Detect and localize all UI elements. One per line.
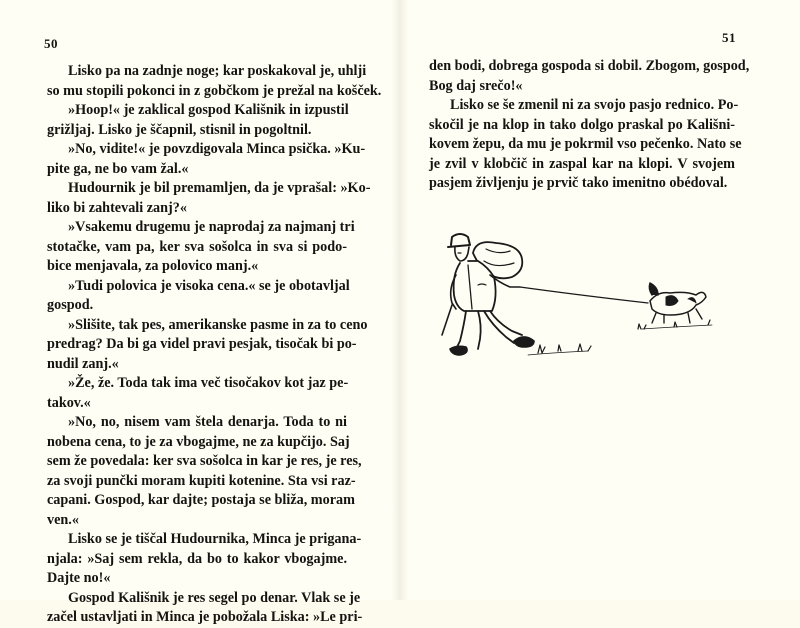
text-column [429,57,750,194]
text-line: so mu stopili pokonci in z gobčkom je prežal na košček. [47,82,382,99]
text-line: Lisko pa na zadnje noge; kar poskakoval je, uhlji [68,63,367,79]
man-walking-dog-on-leash-illustration [438,225,718,375]
text-line: za svoji punčki moram kupiti kotenine. Sta vsi raz- [47,472,356,489]
text-line: »Vsakemu drugemu je naprodaj za najmanj tri [68,219,355,235]
text-line: pasjem življenju je prvič tako imenitno obédoval. [429,175,728,191]
text-line: den bodi, dobrega gospoda si dobil. Zbogom, gospod, [429,58,750,74]
text-line: začel ustavljati in Minca je pobožala Liska: »Le pri- [47,609,363,625]
text-line: gospod. [47,297,94,313]
text-column [47,62,382,628]
text-line: »Slišite, tak pes, amerikanske pasme in za to ceno [68,316,368,333]
text-line: Lisko se še zmenil ni za svojo pasjo rednico. Po- [450,97,739,113]
text-line: »No, no, nisem vam štela denarja. Toda to ni [68,414,347,430]
text-line: ven.« [47,511,79,528]
left-page [0,0,400,625]
text-line: sem že povedala: ker sva sošolca in kar je res, je res, [47,453,362,469]
text-line: »No, vidite!« je povzdigovala Minca psička. »Ku- [68,141,366,157]
text-line: je zvil v klobčič in zaspal kar na klopi. V svojem [429,155,735,172]
text-line: bice menjavala, za polovico manj.« [47,258,259,274]
text-line: stotačke, vam pa, ker sva sošolca in sva si podo- [47,238,347,255]
text-line: »Tudi polovica je visoka cena.« se je obotavljal [68,277,350,294]
text-line: predrag? Da bi ga videl pravi pesjak, tisočak bi po- [47,336,357,352]
page-number: 51 [722,30,736,45]
text-line: Gospod Kališnik je res segel po denar. Vlak se je [68,589,361,606]
text-line: Lisko se je tiščal Hudournika, Minca je prigana- [68,531,362,547]
text-line: nobena cena, to je za vbogajme, ne za kupčijo. Saj [47,433,350,450]
text-line: pite ga, ne bo vam žal.« [47,160,189,177]
text-line: Dajte no!« [47,570,111,586]
text-line: grižljaj. Lisko je ščapnil, stisnil in pogoltnil. [47,121,312,138]
text-line: skočil je na klop in tako dolgo praskal po Kališni- [429,116,735,133]
text-line: liko bi zahtevali zanj?« [47,199,187,216]
text-line: Bog daj srečo!« [429,77,523,94]
text-line: capani. Gospod, kar dajte; postaja se bliža, moram [47,492,355,508]
text-line: njala: »Saj sem rekla, da bo to kakor vbogajme. [47,550,347,567]
text-line: kovem žepu, da mu je pokrmil vso pečenko. Nato se [429,136,742,152]
page-number: 50 [44,36,58,51]
hat-icon [448,234,470,247]
text-line: takov.« [47,394,91,411]
text-line: Hudournik je bil premamljen, da je vprašal: »Ko- [68,180,371,196]
text-line: »Hoop!« je zaklical gospod Kališnik in izpustil [68,102,349,118]
text-line: »Že, že. Toda tak ima več tisočakov kot jaz pe- [68,375,349,391]
text-line: nudil zanj.« [47,355,119,372]
